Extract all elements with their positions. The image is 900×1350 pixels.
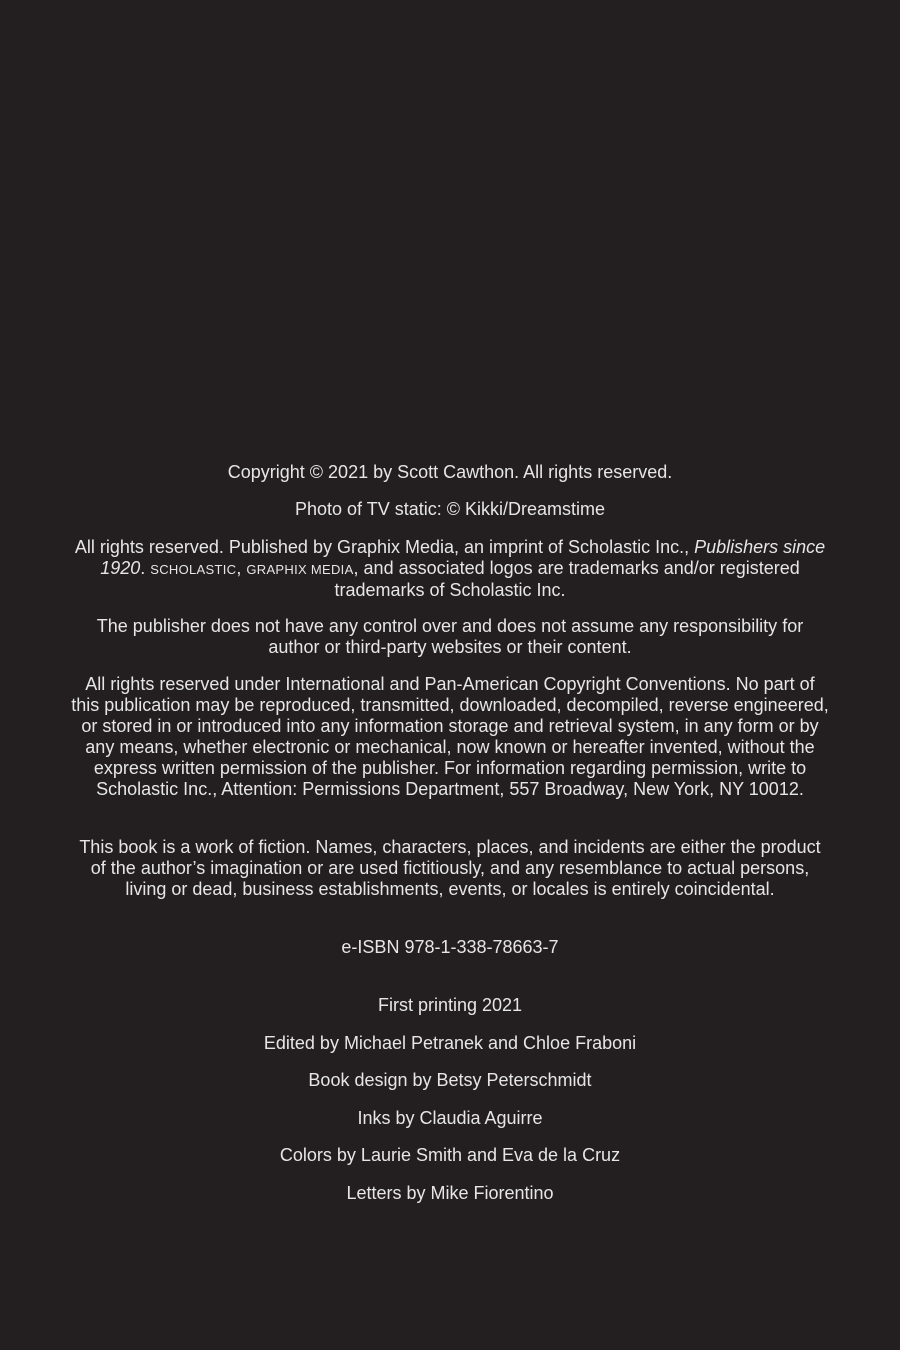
- photo-credit: Photo of TV static: © Kikki/Dreamstime: [294, 499, 606, 519]
- book-design-credit: Book design by Betsy Peterschmidt: [308, 1070, 592, 1090]
- colors-credit: Colors by Laurie Smith and Eva de la Cruz: [279, 1145, 621, 1165]
- rights-notice: All rights reserved under International and Pan-American Copyright Conventions. No part of this publication may be reproduced, transmitted, downloaded, decompiled, reverse engineered, or stored in or introduced into any information storage and retrieval system, in any form or by any means, whether electronic or mechanical, now known or hereafter invented, without the express written permission of the publisher. For information regarding permission, write to Scholastic Inc., Attention: Permissions Department, 557 Broadway, New York, NY 10012.: [71, 674, 829, 799]
- publisher-notice-part1: All rights reserved. Published by Graphix Media, an imprint of Scholastic Inc.,: [74, 537, 695, 557]
- publisher-tagline: Publishers since 1920: [100, 537, 826, 578]
- isbn: e-ISBN 978-1-338-78663-7: [341, 937, 559, 957]
- fiction-notice: This book is a work of fiction. Names, characters, places, and incidents are either the product of the author’s imagination or are used fictitiously, and any resemblance to actual persons, living or dead, business establishments, events, or locales is entirely coincidental.: [79, 837, 821, 899]
- letters-credit: Letters by Mike Fiorentino: [346, 1183, 554, 1203]
- trademark-scholastic: SCHOLASTIC: [150, 562, 237, 577]
- copyright-line: Copyright © 2021 by Scott Cawthon. All rights reserved.: [227, 462, 673, 482]
- responsibility-notice: The publisher does not have any control over and does not assume any responsibility for author or third-party websites or their content.: [96, 616, 804, 657]
- publisher-notice-part2: .: [140, 558, 151, 578]
- publisher-notice-part4: , and associated logos are trademarks and/or registered trademarks of Scholastic Inc.: [334, 558, 800, 600]
- first-printing: First printing 2021: [377, 995, 523, 1015]
- edited-by: Edited by Michael Petranek and Chloe Fraboni: [263, 1033, 637, 1053]
- publisher-notice: [70, 537, 830, 601]
- trademark-graphix-media: GRAPHIX MEDIA: [246, 562, 354, 577]
- inks-credit: Inks by Claudia Aguirre: [357, 1108, 543, 1128]
- publisher-notice-part3: ,: [236, 558, 247, 578]
